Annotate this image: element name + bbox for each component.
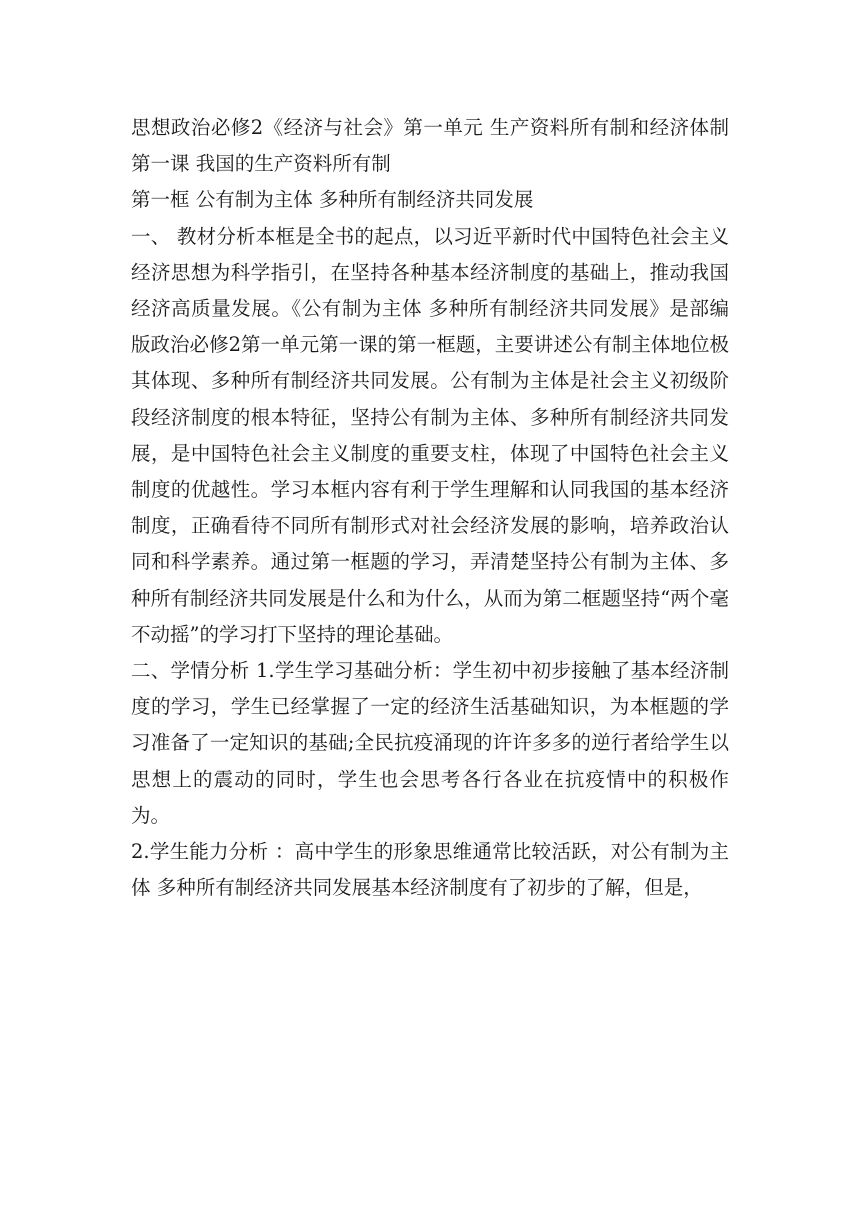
paragraph-ability-analysis: 2.学生能力分析 ：高中学生的形象思维通常比较活跃，对公有制为主体 多种所有制经济共同发展基本经济制度有了初步的了解，但是， — [131, 840, 729, 900]
section-heading: 第一框 公有制为主体 多种所有制经济共同发展 — [131, 188, 534, 212]
document-body — [131, 110, 729, 906]
document-title: 思想政治必修2《经济与社会》第一单元 生产资料所有制和经济体制第一课 我国的生产资料所有制 — [131, 116, 729, 176]
paragraph-textbook-analysis: 一、 教材分析本框是全书的起点，以习近平新时代中国特色社会主义经济思想为科学指引，在坚持各种基本经济制度的基础上，推动我国经济高质量发展。《公有制为主体 多种所有制经济共同发展》是部编版政治必修2第一单元第一课的第一框题，主要讲述公有制主体地位极其体现、多种所有制经济共同发展。公有制为主体是社会主义初级阶段经济制度的根本特征，坚持公有制为主体、多种所有制经济共同发展，是中国特色社会主义制度的重要支柱，体现了中国特色社会主义制度的优越性。学习本框内容有利于学生理解和认同我国的基本经济制度，正确看待不同所有制形式对社会经济发展的影响，培养政治认同和科学素养。通过第一框题的学习，弄清楚坚持公有制为主体、多种所有制经济共同发展是什么和为什么，从而为第二框题坚持“两个毫不动摇”的学习打下坚持的理论基础。 — [131, 224, 729, 646]
paragraph-learning-situation: 二、学情分析 1.学生学习基础分析：学生初中初步接触了基本经济制度的学习，学生已经掌握了一定的经济生活基础知识，为本框题的学习准备了一定知识的基础;全民抗疫涌现的许许多多的逆行者给学生以思想上的震动的同时，学生也会思考各行各业在抗疫情中的积极作为。 — [131, 659, 729, 827]
